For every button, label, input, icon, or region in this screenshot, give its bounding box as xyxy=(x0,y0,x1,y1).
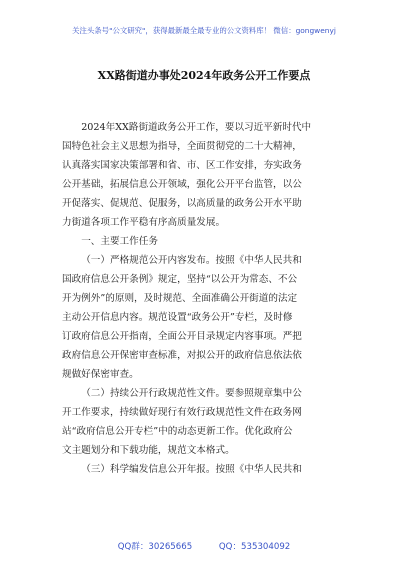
paragraph-line: 2024年XX路街道政务公开工作，要以习近平新时代中 xyxy=(81,122,312,133)
paragraph-line: （二）持续公开行政规范性文件。要参照规章集中公 xyxy=(81,388,302,399)
task-paragraph-3 xyxy=(62,460,348,479)
paragraph-line: 主动公开信息内容。规范设置“政务公开”专栏，及时修 xyxy=(62,312,293,323)
paragraph-line: 站“政府信息公开专栏”中的动态更新工作。优化政府公 xyxy=(62,426,293,437)
paragraph-line: 开促落实、促规范、促服务，以高质量的政务公开水平助 xyxy=(62,198,302,209)
task-paragraph-1 xyxy=(62,251,348,384)
paragraph-line: 国特色社会主义思想为指导，全面贯彻党的二十大精神， xyxy=(62,141,302,152)
paragraph-line: 政府信息公开保密审查标准，对拟公开的政府信息依法依 xyxy=(62,350,302,361)
section-heading: 一、主要工作任务 xyxy=(81,236,158,247)
paragraph-line: 力街道各项工作平稳有序高质量发展。 xyxy=(62,217,226,228)
document-body xyxy=(62,118,348,479)
paragraph-line: 公开基础，拓展信息公开领域，强化公开平台监管，以公 xyxy=(62,179,302,190)
header-promo-note: 关注头条号"公文研究"，获得最新最全最专业的公文资料库！ 微信：gongwenyj xyxy=(72,26,336,35)
task-paragraph-2 xyxy=(62,384,348,460)
paragraph-line: 认真落实国家决策部署和省、市、区工作安排，夯实政务 xyxy=(62,160,302,171)
qq-group-text: QQ群：30265665 xyxy=(117,542,193,552)
qq-contact-text: QQ：535304092 xyxy=(218,542,291,552)
document-title: XX路街道办事处2024年政务公开工作要点 xyxy=(97,69,311,82)
paragraph-line: 国政府信息公开条例》规定，坚持“以公开为常态、不公 xyxy=(62,274,298,285)
footer-contact xyxy=(0,540,408,552)
paragraph-line: 规做好保密审查。 xyxy=(62,369,139,380)
paragraph-line: 开工作要求，持续做好现行有效行政规范性文件在政务网 xyxy=(62,407,302,418)
paragraph-line: 开为例外”的原则，及时规范、全面准确公开街道的法定 xyxy=(62,293,298,304)
paragraph-line: （三）科学编发信息公开年报。按照《中华人民共和 xyxy=(81,464,302,475)
paragraph-line: 文主题划分和下载功能，规范文本格式。 xyxy=(62,445,235,456)
paragraph-line: 订政府信息公开指南，全面公开目录规定内容事项。严把 xyxy=(62,331,302,342)
paragraph-line: （一）严格规范公开内容发布。按照《中华人民共和 xyxy=(81,255,302,266)
intro-paragraph xyxy=(62,118,348,232)
